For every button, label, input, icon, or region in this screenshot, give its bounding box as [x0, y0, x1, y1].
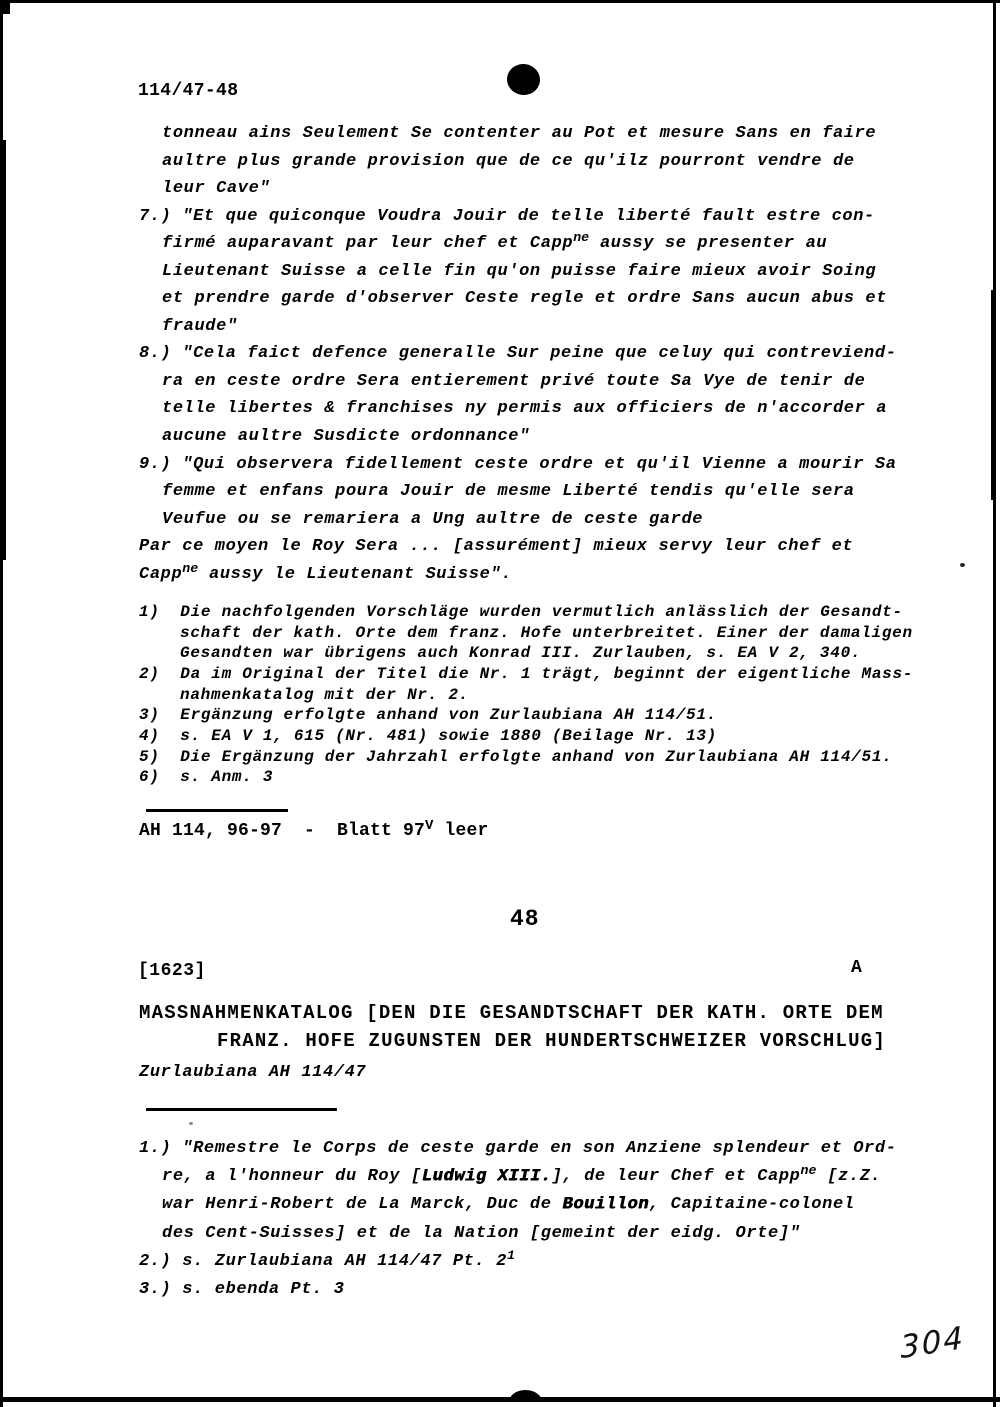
scan-edge-bottom [0, 1397, 1000, 1402]
text-segment: aussy le Lieutenant Suisse". [198, 564, 513, 584]
text-segment: FRANZ. HOFE ZUGUNSTEN DER HUNDERTSCHWEIZER VORSCHLUG] [217, 1030, 886, 1052]
text-segment: Ludwig XIII. [421, 1167, 552, 1187]
text-segment: ra en ceste ordre Sera entierement privé toute Sa Vye de tenir de [162, 371, 866, 391]
text-segment: 3) Ergänzung erfolgte anhand von Zurlaubiana AH 114/51. [139, 706, 718, 725]
text-line [139, 602, 913, 623]
scan-speck [189, 1122, 193, 1125]
text-segment: leur Cave" [162, 179, 271, 199]
text-line [139, 705, 913, 726]
text-segment: Par ce moyen le Roy Sera ... [assurément] mieux servy leur chef et [139, 537, 854, 557]
text-segment: femme et enfans poura Jouir de mesme Liberté tendis qu'elle sera [162, 482, 855, 502]
text-line [139, 1276, 897, 1304]
text-segment: et prendre garde d'observer Ceste regle et ordre Sans aucun abus et [162, 289, 888, 309]
text-line [139, 285, 897, 313]
text-segment: aussy se presenter au [589, 234, 828, 254]
text-segment: war Henri-Robert de La Marck, Duc de [162, 1195, 563, 1215]
text-segment: AH 114, 96-97 - Blatt 97 [139, 821, 426, 841]
text-line [139, 423, 897, 451]
text-segment: Gesandten war übrigens auch Konrad III. Zurlauben, s. EA V 2, 340. [180, 644, 862, 663]
entry-letter: A [851, 958, 862, 978]
text-segment: 1) Die nachfolgenden Vorschläge wurden vermutlich anlässlich der Gesandt- [139, 603, 903, 621]
entry-number: 48 [510, 906, 540, 932]
text-line [139, 1220, 897, 1248]
text-line [139, 1248, 897, 1276]
text-line [139, 818, 488, 845]
footnotes [139, 602, 913, 788]
text-line [139, 175, 897, 203]
text-line [139, 340, 897, 368]
archive-reference-note [139, 818, 488, 845]
text-segment: 2) Da im Original der Titel die Nr. 1 trägt, beginnt der eigentliche Mass- [139, 664, 914, 683]
text-line [139, 313, 897, 341]
text-segment: [z.Z. [816, 1167, 882, 1187]
text-line [139, 685, 913, 706]
text-line [139, 533, 897, 561]
text-segment: Capp [139, 564, 183, 584]
text-segment: 4) s. EA V 1, 615 (Nr. 481) sowie 1880 (Beilage Nr. 13) [139, 726, 718, 745]
text-segment: 3.) s. ebenda Pt. 3 [139, 1280, 345, 1300]
text-line [139, 726, 913, 747]
text-line [139, 1191, 897, 1219]
text-line [139, 643, 913, 664]
text-segment: Bouillon [562, 1195, 649, 1215]
text-line [139, 230, 897, 258]
text-segment: Veufue ou se remariera a Ung aultre de ceste garde [162, 509, 704, 529]
scan-edge-right [993, 0, 996, 1407]
source-separator-rule [146, 1108, 337, 1111]
text-segment: 8.) "Cela faict defence generalle Sur peine que celuy qui contreviend- [139, 344, 897, 364]
text-line [139, 451, 897, 479]
text-line [139, 395, 897, 423]
superscript: ne [182, 560, 199, 576]
text-line [139, 148, 897, 176]
entry-year: [1623] [138, 961, 206, 981]
text-segment: aucune aultre Susdicte ordonnance" [162, 427, 530, 447]
text-segment: aultre plus grande provision que de ce qu'ilz pourront vendre de [162, 151, 855, 171]
text-line [139, 999, 886, 1027]
text-segment: leer [433, 821, 489, 841]
text-segment: schaft der kath. Orte dem franz. Hofe unterbreitet. Einer der damaligen [180, 623, 913, 642]
entry-items [139, 1135, 897, 1304]
text-line [139, 1135, 897, 1163]
page-reference: 114/47-48 [138, 81, 239, 101]
superscript: 1 [506, 1247, 515, 1263]
text-line [139, 203, 897, 231]
text-line [139, 1027, 886, 1055]
text-line [139, 1163, 897, 1191]
text-line [139, 258, 897, 286]
text-line [139, 767, 913, 788]
handwritten-folio-number: 304 [899, 1319, 966, 1367]
text-segment: telle libertes & franchises ny permis aux officiers de n'accorder a [162, 399, 888, 419]
text-line [139, 747, 913, 768]
registration-dot-top [505, 62, 542, 97]
registration-dot-bottom [509, 1390, 542, 1402]
superscript: ne [800, 1163, 817, 1179]
text-segment: des Cent-Suisses] et de la Nation [gemeint der eidg. Orte]" [162, 1223, 801, 1243]
text-line [139, 664, 913, 685]
text-segment: 7.) "Et que quiconque Voudra Jouir de telle liberté fault estre con- [139, 206, 875, 226]
text-segment: 2.) s. Zurlaubiana AH 114/47 Pt. 2 [139, 1251, 507, 1271]
text-segment: fraude" [162, 316, 238, 336]
superscript: V [425, 817, 434, 834]
text-line [139, 478, 897, 506]
text-segment: 6) s. Anm. 3 [139, 768, 274, 787]
text-segment: Lieutenant Suisse a celle fin qu'on puisse faire mieux avoir Soing [162, 261, 877, 281]
text-segment: nahmenkatalog mit der Nr. 2. [180, 685, 470, 704]
text-line [139, 623, 913, 644]
text-segment: tonneau ains Seulement Se contenter au Pot et mesure Sans en faire [162, 124, 877, 143]
text-segment: ], de leur Chef et Capp [551, 1167, 801, 1187]
entry-title [139, 999, 886, 1055]
superscript: ne [573, 230, 590, 246]
text-segment: 5) Die Ergänzung der Jahrzahl erfolgte anhand von Zurlaubiana AH 114/51. [139, 747, 893, 766]
entry-source-reference: Zurlaubiana AH 114/47 [139, 1063, 367, 1082]
scan-speck [960, 563, 965, 567]
text-line [139, 506, 897, 534]
text-segment: re, a l'honneur du Roy [ [162, 1167, 422, 1187]
scan-edge-left-thick [0, 140, 6, 560]
transcription-body [139, 120, 897, 588]
text-line [139, 120, 897, 148]
scan-edge-right-thick [991, 290, 996, 500]
text-segment: MASSNAHMENKATALOG [DEN DIE GESANDTSCHAFT DER KATH. ORTE DEM [139, 1002, 884, 1024]
text-segment: firmé auparavant par leur chef et Capp [162, 234, 574, 254]
text-line [139, 561, 897, 589]
text-segment: 9.) "Qui observera fidellement ceste ordre et qu'il Vienne a mourir Sa [139, 454, 897, 474]
text-line [139, 368, 897, 396]
text-segment: 1.) "Remestre le Corps de ceste garde en son Anziene splendeur et Ord- [139, 1139, 897, 1158]
footnote-separator-rule [146, 809, 288, 812]
scan-edge-top [0, 0, 1000, 3]
text-segment: , Capitaine-colonel [648, 1195, 855, 1215]
